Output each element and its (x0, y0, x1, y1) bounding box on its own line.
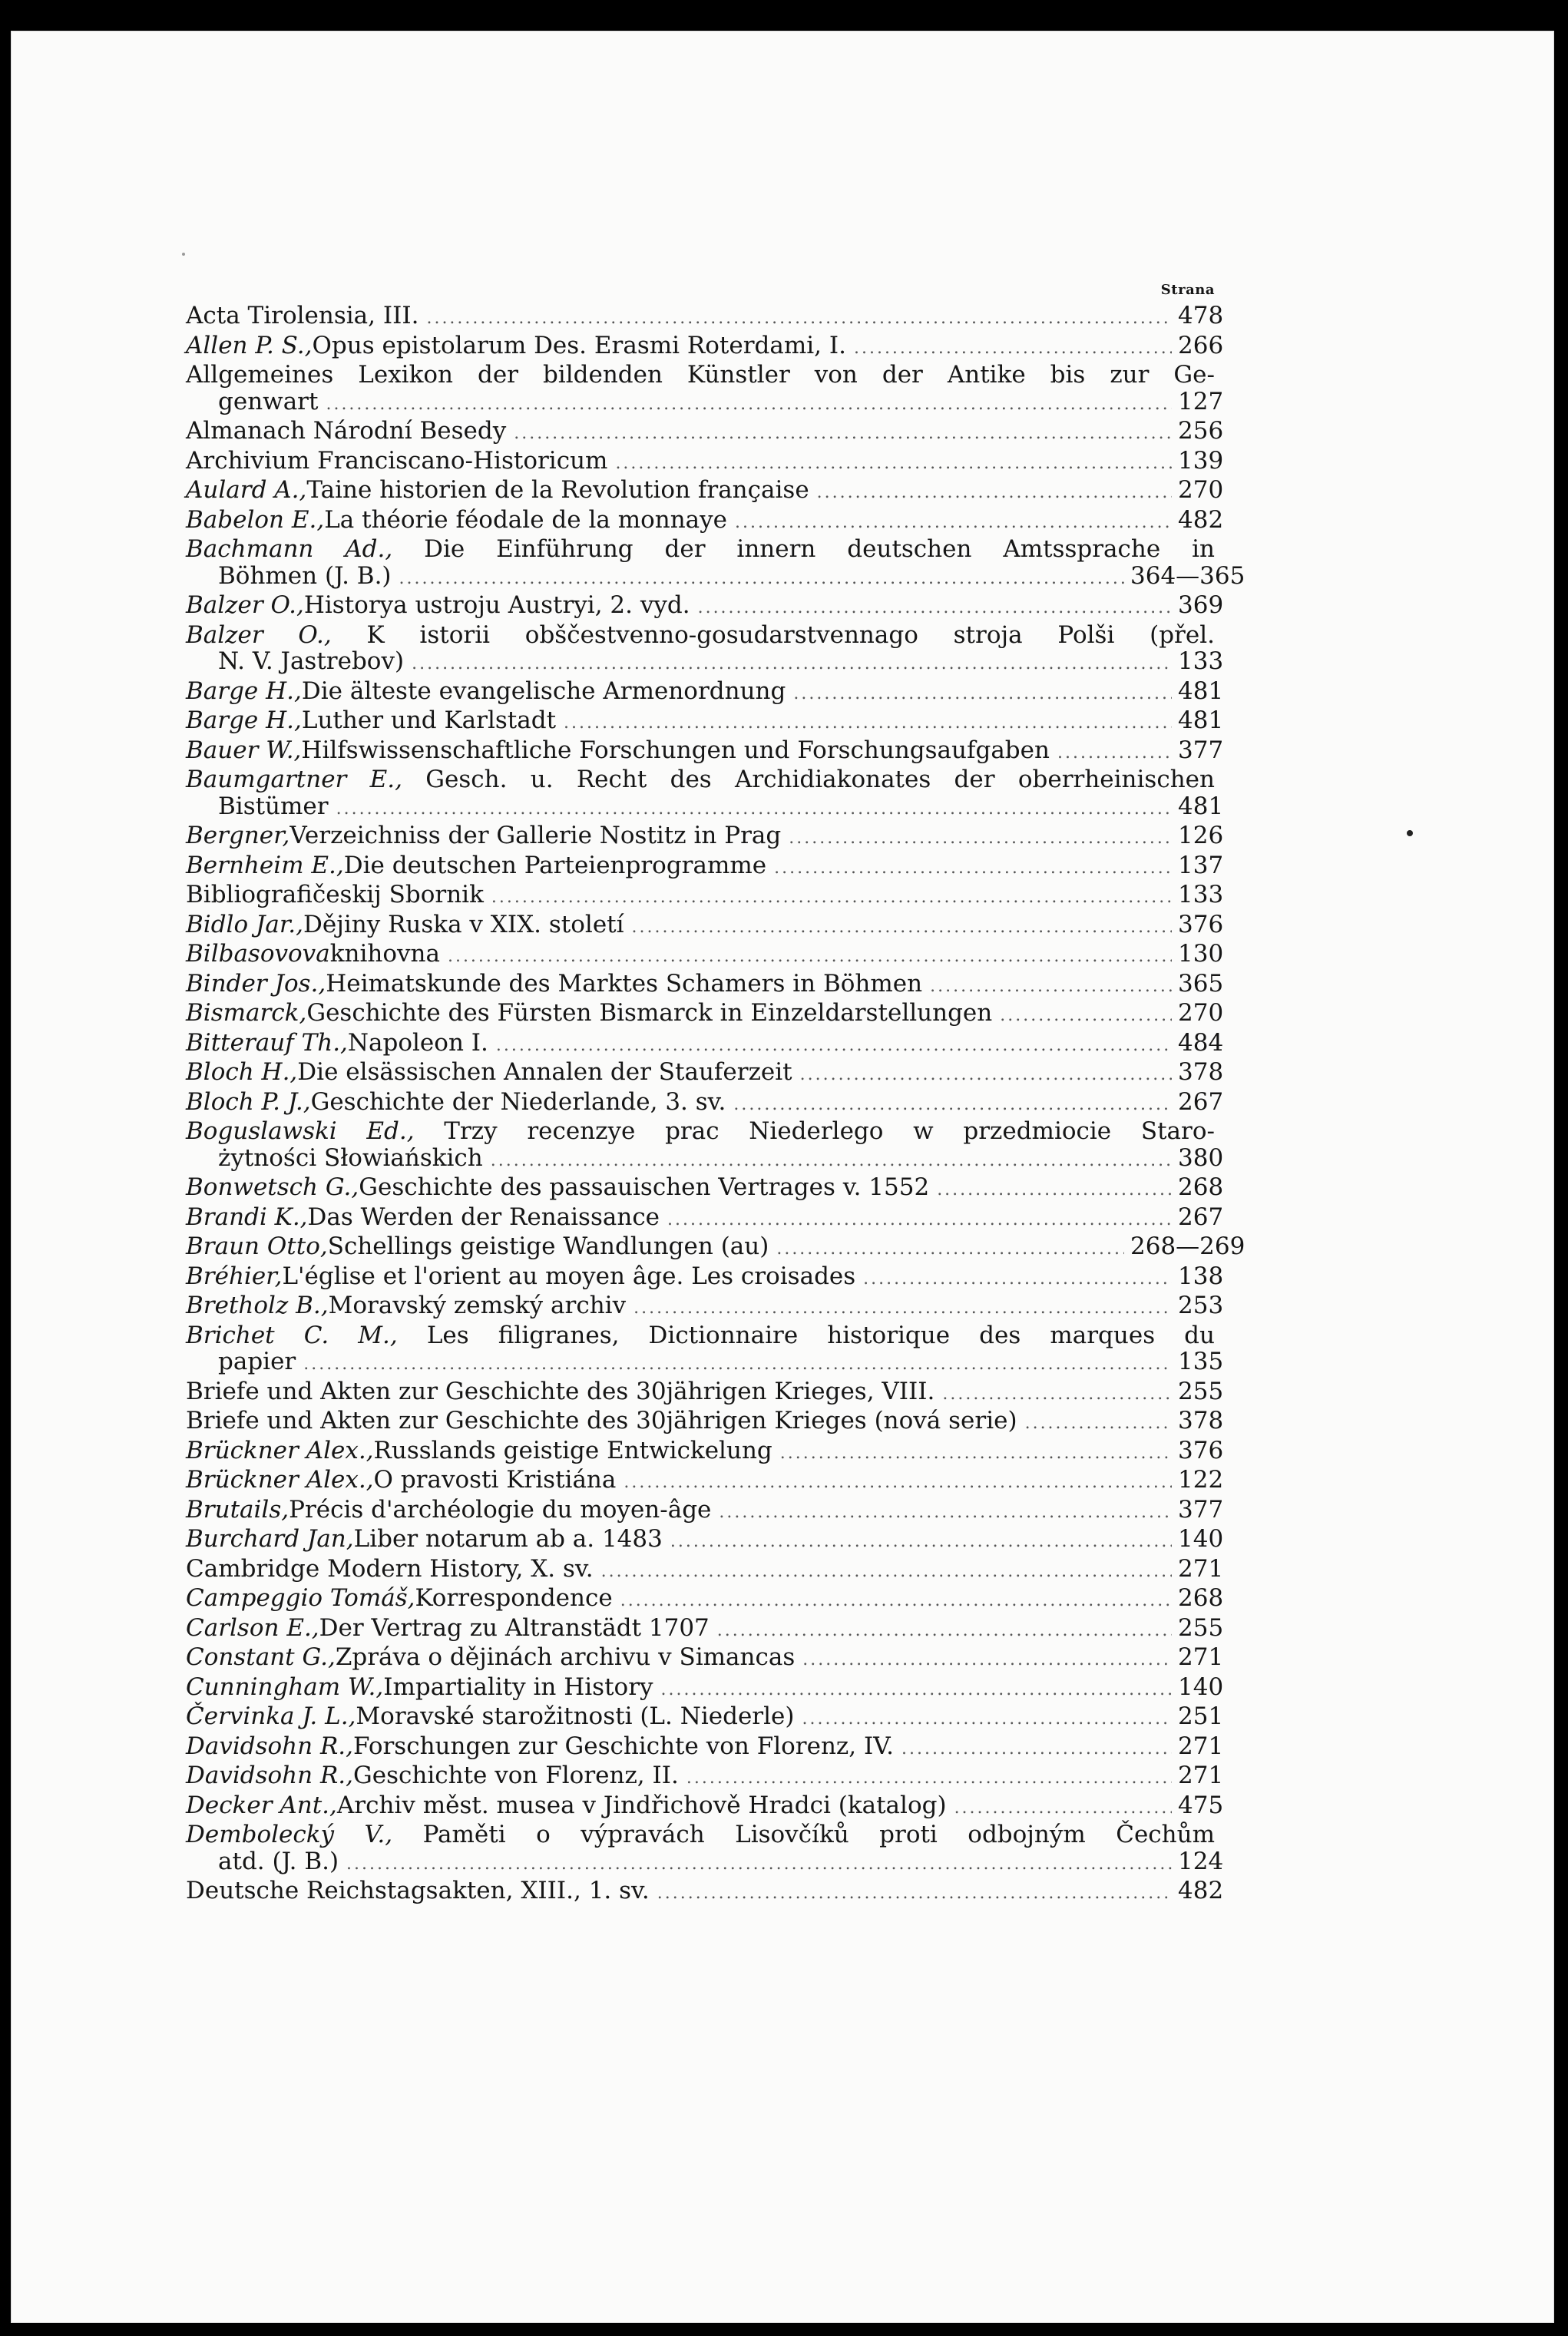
dot-leader (793, 681, 1172, 708)
entry-page-number: 378 (1178, 1407, 1224, 1434)
entry-page-number: 267 (1178, 1203, 1224, 1231)
index-entry (186, 1203, 1224, 1234)
entry-title: Archiv měst. musea v Jindřichově Hradci (katalog) (336, 1791, 947, 1819)
entry-title: Schellings geistige Wandlungen (au) (327, 1233, 769, 1260)
speck-mark (182, 253, 185, 256)
entry-line (186, 647, 1224, 678)
entry-page-number: 256 (1178, 417, 1224, 445)
index-entry (186, 1173, 1224, 1204)
entry-line (186, 1087, 1224, 1119)
index-entry (186, 1292, 1224, 1322)
dot-leader (780, 1441, 1172, 1467)
entry-line (186, 677, 1224, 708)
entry-author: Balzer O., (186, 620, 332, 649)
entry-page-number: 481 (1178, 792, 1224, 820)
entry-author: Brückner Alex., (186, 1436, 374, 1464)
entry-title: Geschichte des Fürsten Bismarck in Einzeldarstellungen (306, 999, 993, 1027)
entry-line (186, 1292, 1224, 1322)
entry-author: Baumgartner E., (186, 766, 402, 793)
entry-title: Heimatskunde des Marktes Schamers in Böhmen (326, 969, 923, 998)
dot-leader (686, 1765, 1172, 1792)
entry-title: Die elsässischen Annalen der Stauferzeit (297, 1058, 792, 1086)
index-entry (186, 822, 1224, 852)
entry-line (186, 446, 1224, 478)
entry-page-number: 255 (1178, 1377, 1224, 1405)
entry-author: Aulard A., (186, 476, 307, 504)
entry-page-number: 484 (1178, 1028, 1224, 1057)
entry-page-number: 140 (1178, 1525, 1224, 1553)
entry-line (186, 1143, 1224, 1175)
entry-author: Braun Otto, (186, 1233, 328, 1260)
entry-author: Bilbasovova (186, 940, 330, 968)
dot-leader (491, 885, 1172, 912)
dot-leader (620, 1588, 1172, 1615)
entry-page-number: 266 (1178, 331, 1224, 359)
entry-title: N. V. Jastrebov) (218, 647, 405, 675)
dot-leader (789, 826, 1172, 852)
index-entry (186, 1377, 1224, 1408)
entry-author: Bachmann Ad., (186, 535, 393, 563)
dot-leader (954, 1795, 1172, 1822)
dot-leader (863, 1266, 1172, 1293)
entry-title: knihovna (329, 940, 440, 968)
dot-leader (336, 796, 1172, 823)
dot-leader (937, 1177, 1172, 1204)
dot-leader (399, 566, 1124, 593)
dot-leader (1000, 1003, 1172, 1030)
entry-title: Russlands geistige Entwickelung (373, 1436, 772, 1464)
dot-leader (670, 1529, 1172, 1556)
entry-page-number: 135 (1178, 1348, 1224, 1375)
index-entry (186, 736, 1224, 767)
entry-line (186, 1348, 1224, 1378)
entry-page-number: 378 (1178, 1058, 1224, 1086)
entry-author: Brichet C. M., (186, 1321, 398, 1349)
entry-page-number: 270 (1178, 999, 1224, 1027)
entry-title: Liber notarum ab a. 1483 (353, 1525, 663, 1553)
dot-leader (657, 1881, 1172, 1908)
index-entry (186, 505, 1224, 537)
dot-leader (776, 1236, 1124, 1263)
entry-line (186, 1173, 1224, 1204)
entry-author: Barge H., (186, 706, 302, 734)
entry-author: Bismarck, (186, 999, 307, 1027)
entry-page-number: 364—365 (1130, 561, 1245, 590)
dot-leader (326, 392, 1172, 419)
index-entry (186, 1821, 1224, 1878)
index-entry (186, 446, 1224, 478)
entry-title: Korrespondence (415, 1584, 613, 1612)
index-entry (186, 1028, 1224, 1060)
entry-page-number: 475 (1178, 1791, 1224, 1819)
entry-line (186, 1613, 1224, 1645)
index-entry (186, 677, 1224, 708)
entry-page-number: 268 (1178, 1584, 1224, 1612)
entry-title: Almanach Národní Besedy (186, 417, 507, 445)
index-entry (186, 766, 1224, 822)
dot-leader (615, 451, 1172, 478)
entry-author: Bretholz B., (186, 1292, 329, 1319)
entry-page-number: 271 (1178, 1762, 1224, 1789)
dot-leader (632, 915, 1172, 941)
entry-page-number: 122 (1178, 1466, 1224, 1494)
entry-author: Cunningham W., (186, 1673, 384, 1701)
entry-page-number: 482 (1178, 1877, 1224, 1904)
index-entry (186, 999, 1224, 1030)
entry-title: Trzy recenzye prac Niederlego w przedmiocie Staro- (444, 1117, 1215, 1145)
entry-author: Dembolecký V., (186, 1821, 393, 1848)
index-entry (186, 851, 1224, 882)
index-entry (186, 1407, 1224, 1438)
index-entry (186, 1233, 1245, 1263)
entry-line (186, 1436, 1224, 1467)
entry-page-number: 137 (1178, 851, 1224, 879)
entry-line (186, 1847, 1224, 1878)
entry-title: Böhmen (J. B.) (218, 561, 392, 590)
dot-leader (774, 855, 1172, 882)
dot-leader (930, 974, 1172, 1001)
book-page (11, 31, 1554, 2323)
entry-author: Bréhier, (186, 1262, 283, 1290)
dot-leader (800, 1062, 1172, 1089)
entry-title: Geschichte der Niederlande, 3. sv. (310, 1087, 726, 1116)
entry-title: Napoleon I. (347, 1028, 488, 1057)
entry-title: Die älteste evangelische Armenordnung (301, 677, 786, 705)
entry-author: Carlson E., (186, 1613, 319, 1642)
entry-author: Bergner, (186, 822, 290, 849)
entry-title: Gesch. u. Recht des Archidiakonates der oberrheinischen (425, 766, 1215, 793)
entry-line (186, 1058, 1224, 1089)
entry-line (186, 1203, 1224, 1234)
entry-page-number: 365 (1178, 969, 1224, 998)
dot-leader (491, 1148, 1172, 1175)
index-entry (186, 940, 1224, 971)
index-entry (186, 1877, 1224, 1908)
entry-title: Taine historien de la Revolution française (306, 476, 809, 504)
entry-title: O pravosti Kristiána (373, 1466, 617, 1494)
index-entry (186, 1321, 1224, 1378)
entry-page-number: 138 (1178, 1262, 1224, 1290)
entry-author: Bonwetsch G., (186, 1173, 359, 1201)
dot-leader (496, 1033, 1172, 1060)
entry-page-number: 271 (1178, 1554, 1224, 1583)
entry-title: Opus epistolarum Des. Erasmi Roterdami, I. (312, 331, 846, 359)
entry-author: Bitterauf Th., (186, 1028, 348, 1057)
index-entry (186, 1643, 1224, 1674)
entry-title: Archivium Franciscano-Historicum (186, 446, 608, 475)
entry-author: Brückner Alex., (186, 1466, 374, 1494)
entry-title: La théorie féodale de la monnaye (324, 505, 728, 534)
index-entry (186, 331, 1224, 362)
entry-page-number: 253 (1178, 1292, 1224, 1319)
entry-page-number: 127 (1178, 387, 1224, 415)
dot-leader (733, 1092, 1172, 1119)
entry-line (186, 736, 1224, 767)
index-entry (186, 706, 1224, 737)
entry-line (186, 536, 1215, 563)
dot-leader (303, 1352, 1172, 1378)
index-entry (186, 1584, 1224, 1615)
entry-author: Červinka J. L., (186, 1702, 356, 1730)
entry-author: Burchard Jan, (186, 1525, 354, 1553)
entry-title: Zpráva o dějinách archivu v Simancas (335, 1643, 796, 1671)
page-column-heading: Strana (1160, 282, 1215, 298)
entry-page-number: 478 (1178, 302, 1224, 329)
entry-title: Die deutschen Parteienprogramme (343, 851, 767, 879)
entry-title: Geschichte des passauischen Vertrages v. 1552 (359, 1173, 930, 1201)
entry-page-number: 377 (1178, 736, 1224, 764)
entry-author: Bloch P. J., (186, 1087, 311, 1116)
entry-line (186, 302, 1224, 333)
entry-title: Das Werden der Renaissance (307, 1203, 660, 1231)
dot-leader (601, 1559, 1172, 1586)
entry-line (186, 476, 1224, 507)
entry-author: Decker Ant., (186, 1791, 337, 1819)
entry-line (186, 331, 1224, 362)
entry-title: Luther und Karlstadt (301, 706, 557, 734)
index-entry (186, 1466, 1224, 1497)
entry-page-number: 380 (1178, 1143, 1224, 1172)
index-entry (186, 1436, 1224, 1467)
entry-author: Bidlo Jar., (186, 910, 304, 938)
entry-line (186, 1028, 1224, 1060)
entry-title: Historya ustroju Austryi, 2. vyd. (303, 591, 690, 619)
dot-leader (1057, 740, 1172, 767)
entry-title: Bistümer (218, 792, 329, 820)
index-entry (186, 1732, 1224, 1763)
index-entry (186, 302, 1224, 333)
dot-leader (802, 1706, 1172, 1733)
entry-title: Briefe und Akten zur Geschichte des 30jährigen Krieges (nová serie) (186, 1407, 1017, 1434)
index-entry (186, 361, 1224, 418)
entry-page-number: 271 (1178, 1732, 1224, 1760)
entry-line (186, 387, 1224, 419)
entry-title: L'église et l'orient au moyen âge. Les croisades (282, 1262, 856, 1290)
index-entry (186, 591, 1224, 622)
entry-line (186, 766, 1215, 793)
entry-page-number: 126 (1178, 822, 1224, 849)
entry-page-number: 251 (1178, 1702, 1224, 1730)
entry-line (186, 1702, 1224, 1733)
entry-title: Geschichte von Florenz, II. (353, 1762, 679, 1789)
entry-line (186, 1762, 1224, 1792)
dot-leader (735, 510, 1172, 537)
entry-line (186, 851, 1224, 882)
entry-author: Binder Jos., (186, 969, 326, 998)
index-entry (186, 1613, 1224, 1645)
entry-line (186, 1791, 1224, 1822)
entry-title: Die Einführung der innern deutschen Amtssprache in (424, 535, 1215, 563)
dot-leader (426, 306, 1172, 333)
entry-title: Paměti o výpravách Lisovčíků proti odbojným Čechům (422, 1821, 1215, 1848)
entry-title: Briefe und Akten zur Geschichte des 30jährigen Krieges, VIII. (186, 1377, 935, 1405)
entry-page-number: 271 (1178, 1643, 1224, 1671)
entry-line (186, 362, 1215, 389)
dot-leader (698, 595, 1172, 622)
entry-author: Constant G., (186, 1643, 336, 1671)
entry-page-number: 369 (1178, 591, 1224, 619)
index-entry (186, 1525, 1224, 1556)
dot-leader (901, 1736, 1172, 1763)
entry-page-number: 376 (1178, 910, 1224, 938)
dot-leader (802, 1647, 1172, 1674)
index-entry (186, 1495, 1224, 1527)
entry-line (186, 1495, 1224, 1527)
entry-title: Précis d'archéologie du moyen-âge (289, 1495, 712, 1524)
entry-page-number: 482 (1178, 505, 1224, 534)
entry-line (186, 999, 1224, 1030)
entry-page-number: 267 (1178, 1087, 1224, 1116)
index-entry (186, 620, 1224, 678)
entry-title: Les filigranes, Dictionnaire historique des marques du (426, 1321, 1215, 1349)
dot-leader (854, 336, 1172, 362)
index-entry (186, 1262, 1224, 1293)
index-entry (186, 1791, 1224, 1822)
index-entry (186, 1673, 1224, 1704)
entry-line (186, 1673, 1224, 1704)
index-entries (186, 302, 1245, 1908)
entry-page-number: 139 (1178, 446, 1224, 475)
dot-leader (717, 1618, 1172, 1645)
entry-page-number: 376 (1178, 1436, 1224, 1464)
index-entry (186, 1058, 1224, 1089)
entry-line (186, 1554, 1224, 1586)
entry-title: Moravské starožitnosti (L. Niederle) (356, 1702, 795, 1730)
index-entry (186, 476, 1224, 507)
entry-line (186, 792, 1224, 823)
entry-line (186, 1233, 1245, 1263)
dot-leader (514, 421, 1172, 448)
entry-title: genwart (218, 387, 319, 415)
entry-title: Allgemeines Lexikon der bildenden Künstler von der Antike bis zur Ge- (186, 361, 1215, 389)
index-entry (186, 1702, 1224, 1733)
entry-line (186, 417, 1224, 448)
dot-leader (942, 1381, 1172, 1408)
entry-page-number: 377 (1178, 1495, 1224, 1524)
entry-page-number: 133 (1178, 881, 1224, 908)
dot-leader (817, 480, 1172, 507)
entry-author: Davidsohn R., (186, 1732, 354, 1760)
index-entry (186, 1087, 1224, 1119)
entry-page-number: 268 (1178, 1173, 1224, 1201)
entry-line (186, 1322, 1215, 1349)
dot-leader (719, 1500, 1172, 1527)
entry-line (186, 881, 1224, 912)
entry-author: Boguslawski Ed., (186, 1117, 415, 1145)
entry-line (186, 1643, 1224, 1674)
entry-author: Brandi K., (186, 1203, 308, 1231)
entry-line (186, 1525, 1224, 1556)
entry-line (186, 1407, 1224, 1438)
dot-leader (412, 651, 1172, 678)
entry-author: Barge H., (186, 677, 302, 705)
entry-line (186, 822, 1224, 852)
dot-leader (448, 944, 1172, 971)
entry-title: Acta Tirolensia, III. (186, 302, 419, 329)
dot-leader (564, 710, 1172, 737)
dot-leader (346, 1851, 1172, 1878)
entry-title: Der Vertrag zu Altranstädt 1707 (319, 1613, 710, 1642)
entry-line (186, 706, 1224, 737)
dot-leader (624, 1470, 1172, 1497)
dot-leader (667, 1207, 1172, 1234)
dot-leader (661, 1677, 1172, 1704)
index-entry (186, 535, 1245, 592)
entry-title: Forschungen zur Geschichte von Florenz, IV. (353, 1732, 895, 1760)
index-entry (186, 969, 1224, 1001)
entry-title: Hilfswissenschaftliche Forschungen und Forschungsaufgaben (301, 736, 1050, 764)
entry-line (186, 1821, 1215, 1848)
entry-page-number: 255 (1178, 1613, 1224, 1642)
entry-title: papier (218, 1348, 296, 1375)
entry-author: Balzer O., (186, 591, 304, 619)
entry-title: Impartiality in History (383, 1673, 653, 1701)
entry-author: Bauer W., (186, 736, 302, 764)
entry-line (186, 1877, 1224, 1908)
entry-line (186, 591, 1224, 622)
index-entry (186, 910, 1224, 941)
entry-line (186, 910, 1224, 941)
dot-leader (633, 1295, 1172, 1322)
index-column (186, 278, 1245, 1908)
entry-title: żytności Słowiańskich (218, 1143, 483, 1172)
entry-line (186, 1584, 1224, 1615)
entry-page-number: 140 (1178, 1673, 1224, 1701)
entry-page-number: 481 (1178, 677, 1224, 705)
dot-leader (1025, 1411, 1172, 1438)
entry-line (186, 940, 1224, 971)
entry-author: Bloch H., (186, 1058, 298, 1086)
entry-page-number: 268—269 (1130, 1233, 1245, 1260)
entry-page-number: 130 (1178, 940, 1224, 968)
entry-title: atd. (J. B.) (218, 1847, 339, 1875)
entry-line (186, 1377, 1224, 1408)
entry-page-number: 124 (1178, 1847, 1224, 1875)
entry-line (186, 622, 1215, 649)
entry-title: Bibliografičeskij Sbornik (186, 881, 484, 908)
entry-line (186, 969, 1224, 1001)
entry-line (186, 561, 1245, 593)
bullet-mark (1407, 830, 1413, 836)
entry-title: Verzeichniss der Gallerie Nostitz in Prag (289, 822, 782, 849)
entry-author: Davidsohn R., (186, 1762, 354, 1789)
entry-line (186, 505, 1224, 537)
index-entry (186, 1762, 1224, 1792)
entry-author: Bernheim E., (186, 851, 344, 879)
entry-title: Cambridge Modern History, X. sv. (186, 1554, 594, 1583)
entry-author: Allen P. S., (186, 331, 313, 359)
entry-author: Brutails, (186, 1495, 289, 1524)
index-entry (186, 881, 1224, 912)
entry-title: K istorii obščestvenno-gosudarstvennago stroja Polši (přel. (366, 620, 1215, 649)
entry-author: Babelon E., (186, 505, 325, 534)
index-entry (186, 417, 1224, 448)
entry-title: Moravský zemský archiv (328, 1292, 627, 1319)
entry-title: Deutsche Reichstagsakten, XIII., 1. sv. (186, 1877, 650, 1904)
entry-title: Dějiny Ruska v XIX. století (303, 910, 624, 938)
entry-line (186, 1118, 1215, 1145)
entry-page-number: 133 (1178, 647, 1224, 675)
entry-page-number: 481 (1178, 706, 1224, 734)
entry-line (186, 1262, 1224, 1293)
entry-line (186, 1466, 1224, 1497)
entry-author: Campeggio Tomáš, (186, 1584, 415, 1612)
index-entry (186, 1117, 1224, 1174)
index-entry (186, 1554, 1224, 1586)
entry-page-number: 270 (1178, 476, 1224, 504)
entry-line (186, 1732, 1224, 1763)
